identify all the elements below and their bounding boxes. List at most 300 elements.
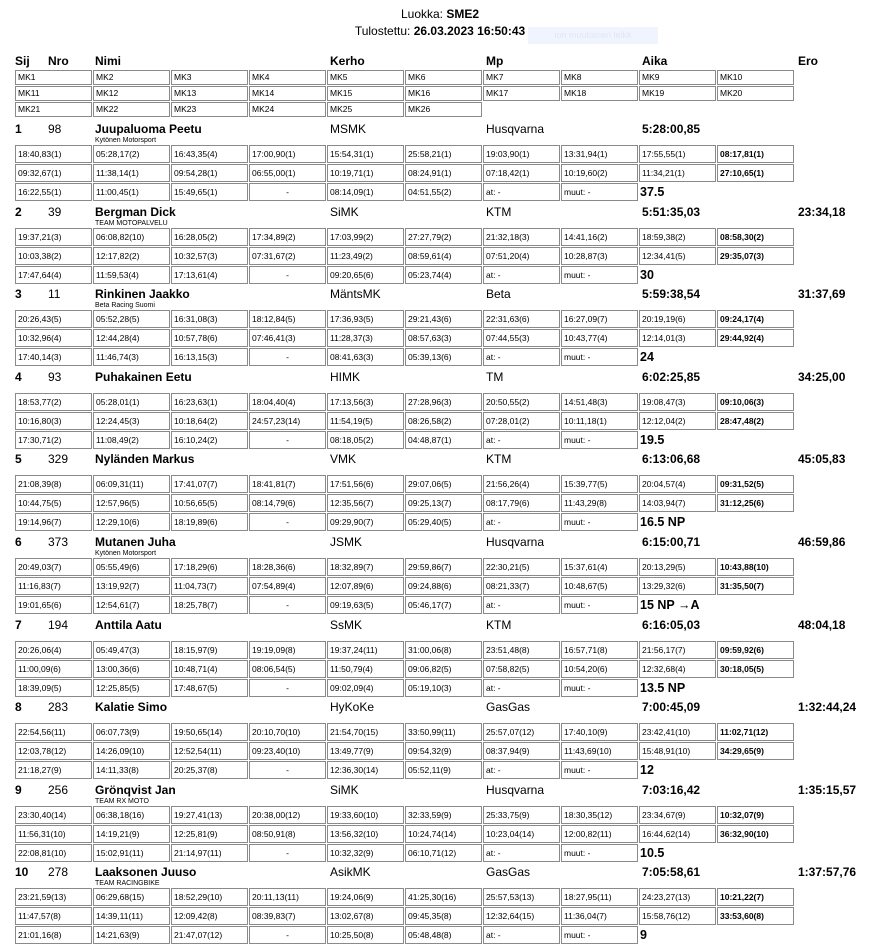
championship-points: 37.5 [640, 185, 665, 199]
stage-time-cell: 29:35,07(3) [717, 247, 794, 265]
stage-time-cell: 17:51,56(6) [327, 475, 404, 493]
stage-time-cell: 11:47,57(8) [15, 907, 92, 925]
stage-time-cell: at: - [483, 513, 560, 531]
position: 4 [15, 370, 22, 384]
stage-time-cell: at: - [483, 844, 560, 862]
stage-time-cell: 09:19,63(5) [327, 596, 404, 614]
championship-points: 10.5 [640, 846, 665, 860]
stage-time-cell: 20:19,19(6) [639, 310, 716, 328]
stage-time-cell: 18:41,81(7) [249, 475, 326, 493]
stage-time-cell: 14:03,94(7) [639, 494, 716, 512]
rider-summary [0, 451, 880, 467]
stage-time-cell: 25:57,07(12) [483, 723, 560, 741]
legend-cell: MK17 [483, 86, 560, 101]
stage-time-cell: 29:44,92(4) [717, 329, 794, 347]
result-row [0, 451, 880, 533]
stage-time-cell: 27:28,96(3) [405, 393, 482, 411]
position: 1 [15, 122, 22, 136]
stage-time-cell: 06:07,73(9) [93, 723, 170, 741]
stage-time-cell: 36:32,90(10) [717, 825, 794, 843]
stage-time-cell: 09:32,67(1) [15, 164, 92, 182]
stage-times-row [15, 679, 794, 697]
stage-time-cell: 18:15,97(9) [171, 641, 248, 659]
stage-time-cell: 07:58,82(5) [483, 660, 560, 678]
stage-time-cell: 21:08,39(8) [15, 475, 92, 493]
motorcycle: GasGas [486, 865, 531, 879]
stage-time-cell: 19:27,41(13) [171, 806, 248, 824]
rider-name: Juupaluoma Peetu [95, 122, 202, 136]
stage-time-cell: 05:19,10(3) [405, 679, 482, 697]
stage-time-cell: 20:26,06(4) [15, 641, 92, 659]
stage-time-cell: 17:55,55(1) [639, 145, 716, 163]
stage-time-cell: 17:40,14(3) [15, 348, 92, 366]
stage-time-cell: 07:46,41(3) [249, 329, 326, 347]
club: SiMK [330, 783, 359, 797]
stage-time-cell: muut: - [561, 266, 638, 284]
stage-times-row [15, 431, 794, 449]
stage-times-row [15, 641, 794, 659]
legend-cell: MK1 [15, 70, 92, 85]
stage-time-cell: 12:25,81(9) [171, 825, 248, 843]
club: HyKoKe [330, 700, 375, 714]
stage-time-cell: 19:03,90(1) [483, 145, 560, 163]
stage-times-row [15, 577, 794, 595]
legend-cell: MK19 [639, 86, 716, 101]
stage-time-cell: 08:41,63(3) [327, 348, 404, 366]
total-time: 6:16:05,03 [642, 618, 701, 632]
class-value: SME2 [446, 7, 480, 21]
stage-time-cell: 17:13,56(3) [327, 393, 404, 411]
stage-time-cell: - [249, 513, 326, 531]
team-name: TEAM MOTOPALVELU [95, 220, 168, 227]
stage-time-cell: 08:14,09(1) [327, 183, 404, 201]
stage-times-row [15, 412, 794, 430]
motorcycle: TM [486, 370, 504, 384]
stage-time-cell: 12:54,61(7) [93, 596, 170, 614]
rider-summary [0, 204, 880, 220]
stage-time-cell: 05:49,47(3) [93, 641, 170, 659]
stage-time-cell: 29:59,86(7) [405, 558, 482, 576]
stage-time-cell: 05:29,40(5) [405, 513, 482, 531]
start-number: 11 [48, 287, 61, 301]
legend-cell: MK18 [561, 86, 638, 101]
stage-time-cell: 25:57,53(13) [483, 888, 560, 906]
stage-time-cell: - [249, 266, 326, 284]
stage-time-cell: 15:39,77(5) [561, 475, 638, 493]
printed-line [0, 23, 880, 40]
championship-points: 15 NP →A [640, 598, 700, 612]
stage-time-cell: 12:24,45(3) [93, 412, 170, 430]
stage-time-cell: 09:06,82(5) [405, 660, 482, 678]
team-name: Kytönen Motorsport [95, 137, 157, 144]
stage-time-cell: at: - [483, 679, 560, 697]
total-time: 5:28:00,85 [642, 122, 701, 136]
stage-time-cell: 19:01,65(6) [15, 596, 92, 614]
stage-times-row [15, 596, 794, 614]
stage-time-cell: 23:34,67(9) [639, 806, 716, 824]
stage-time-cell: 13:29,32(6) [639, 577, 716, 595]
stage-time-cell: at: - [483, 183, 560, 201]
stage-time-cell: 22:08,81(10) [15, 844, 92, 862]
stage-time-cell: 18:04,40(4) [249, 393, 326, 411]
stage-time-cell: 07:44,55(3) [483, 329, 560, 347]
legend-cell: MK11 [15, 86, 92, 101]
stage-time-cell: 18:27,95(11) [561, 888, 638, 906]
stage-times-row [15, 310, 794, 328]
stage-time-cell: 08:37,94(9) [483, 742, 560, 760]
legend-cell: MK2 [93, 70, 170, 85]
stage-time-cell: muut: - [561, 596, 638, 614]
class-label: Luokka: [400, 7, 443, 21]
column-header-nimi: Nimi [95, 54, 122, 68]
stage-time-cell: 08:17,79(6) [483, 494, 560, 512]
stage-time-cell: 04:51,55(2) [405, 183, 482, 201]
stage-times-row [15, 145, 794, 163]
stage-time-cell: 05:52,11(9) [405, 761, 482, 779]
printed-value: 26.03.2023 16:50:43 [413, 24, 526, 38]
stage-time-cell: 10:43,77(4) [561, 329, 638, 347]
team-name: TEAM RACINGBIKE [95, 880, 160, 887]
stage-time-cell: 10:48,71(4) [171, 660, 248, 678]
stage-time-cell: 11:43,29(8) [561, 494, 638, 512]
legend-cell: MK16 [405, 86, 482, 101]
gap-to-leader: 23:34,18 [798, 205, 846, 219]
stage-time-cell: 09:10,06(3) [717, 393, 794, 411]
stage-time-cell: 08:21,33(7) [483, 577, 560, 595]
stage-times [14, 557, 795, 615]
stage-time-cell: 13:19,92(7) [93, 577, 170, 595]
result-row [0, 121, 880, 203]
rider-name: Mutanen Juha [95, 535, 176, 549]
stage-time-cell: 22:54,56(11) [15, 723, 92, 741]
stage-time-cell: 13:31,94(1) [561, 145, 638, 163]
start-number: 283 [48, 700, 69, 714]
rider-summary [0, 782, 880, 798]
stage-time-cell: 15:48,91(10) [639, 742, 716, 760]
stage-time-cell: 18:52,29(10) [171, 888, 248, 906]
stage-time-cell: 13:56,32(10) [327, 825, 404, 843]
stage-time-cell: 10:32,96(4) [15, 329, 92, 347]
stage-times-row [15, 513, 794, 531]
stage-time-cell: 09:02,09(4) [327, 679, 404, 697]
stage-times-row [15, 494, 794, 512]
stage-time-cell: 31:12,25(6) [717, 494, 794, 512]
stage-time-cell: 12:29,10(6) [93, 513, 170, 531]
stage-time-cell: - [249, 761, 326, 779]
stage-time-cell: muut: - [561, 679, 638, 697]
motorcycle: KTM [486, 618, 512, 632]
stage-times-row [15, 761, 794, 779]
rider-summary [0, 699, 880, 715]
stage-times-row [15, 228, 794, 246]
stage-time-cell: 05:28,01(1) [93, 393, 170, 411]
stage-time-cell: 11:38,14(1) [93, 164, 170, 182]
stage-time-cell: 11:50,79(4) [327, 660, 404, 678]
ghost-text: ion muutoinen leikk [528, 27, 658, 44]
stage-time-cell: muut: - [561, 513, 638, 531]
stage-time-cell: 14:51,48(3) [561, 393, 638, 411]
stage-time-cell: 20:49,03(7) [15, 558, 92, 576]
legend-cell: MK10 [717, 70, 794, 85]
stage-time-cell: 16:13,15(3) [171, 348, 248, 366]
stage-time-cell: 23:42,41(10) [639, 723, 716, 741]
stage-time-cell: 10:44,75(5) [15, 494, 92, 512]
rider-name: Bergman Dick [95, 205, 176, 219]
stage-times-row [15, 907, 794, 925]
stage-time-cell: 23:21,59(13) [15, 888, 92, 906]
stage-time-cell: 12:00,82(11) [561, 825, 638, 843]
stage-times [14, 227, 795, 285]
stage-time-cell: 11:56,31(10) [15, 825, 92, 843]
gap-to-leader: 46:59,86 [798, 535, 846, 549]
stage-time-cell: 20:13,29(5) [639, 558, 716, 576]
stage-time-cell: 30:18,05(5) [717, 660, 794, 678]
stage-times-row [15, 348, 794, 366]
stage-time-cell: 27:27,79(2) [405, 228, 482, 246]
stage-time-cell: 10:56,65(5) [171, 494, 248, 512]
stage-time-cell: muut: - [561, 844, 638, 862]
stage-time-cell: 09:24,88(6) [405, 577, 482, 595]
position: 9 [15, 783, 22, 797]
stage-time-cell: 21:56,26(4) [483, 475, 560, 493]
stage-times [14, 640, 795, 698]
stage-times-row [15, 888, 794, 906]
stage-time-cell: 10:21,22(7) [717, 888, 794, 906]
stage-time-cell: 09:54,28(1) [171, 164, 248, 182]
club: MSMK [330, 122, 366, 136]
rider-summary [0, 369, 880, 385]
stage-time-cell: 09:20,65(6) [327, 266, 404, 284]
stage-time-cell: 08:06,54(5) [249, 660, 326, 678]
stage-times-row [15, 660, 794, 678]
stage-time-cell: 29:21,43(6) [405, 310, 482, 328]
stage-time-cell: 17:18,29(6) [171, 558, 248, 576]
stage-times-row [15, 844, 794, 862]
stage-time-cell: 16:28,05(2) [171, 228, 248, 246]
stage-time-cell: 12:12,04(2) [639, 412, 716, 430]
team-name: TEAM RX MOTO [95, 798, 149, 805]
stage-time-cell: 28:47,48(2) [717, 412, 794, 430]
rider-name: Anttila Aatu [95, 618, 162, 632]
stage-time-cell: 12:52,54(11) [171, 742, 248, 760]
legend-cell: MK9 [639, 70, 716, 85]
stage-time-cell: 06:08,82(10) [93, 228, 170, 246]
club: JSMK [330, 535, 363, 549]
stage-time-cell: 08:14,79(6) [249, 494, 326, 512]
stage-time-cell: 12:03,78(12) [15, 742, 92, 760]
stage-time-cell: 05:46,17(7) [405, 596, 482, 614]
stage-time-cell: 09:54,32(9) [405, 742, 482, 760]
stage-time-cell: 10:25,50(8) [327, 926, 404, 944]
stage-time-cell: 21:01,16(8) [15, 926, 92, 944]
stage-time-cell: 08:57,63(3) [405, 329, 482, 347]
rider-name: Grönqvist Jan [95, 783, 176, 797]
stage-time-cell: 19:14,96(7) [15, 513, 92, 531]
result-row [0, 204, 880, 286]
stage-time-cell: 21:47,07(12) [171, 926, 248, 944]
stage-time-cell: - [249, 844, 326, 862]
stage-time-cell: 09:24,17(4) [717, 310, 794, 328]
stage-legend [14, 69, 795, 118]
result-row [0, 617, 880, 699]
stage-times [14, 887, 795, 945]
start-number: 93 [48, 370, 62, 384]
column-header-sij: Sij [15, 54, 30, 68]
stage-time-cell: 05:48,48(8) [405, 926, 482, 944]
stage-time-cell: 10:23,04(14) [483, 825, 560, 843]
stage-time-cell: 21:14,97(11) [171, 844, 248, 862]
position: 7 [15, 618, 22, 632]
legend-cell: MK6 [405, 70, 482, 85]
stage-time-cell: 16:22,55(1) [15, 183, 92, 201]
stage-time-cell: 11:23,49(2) [327, 247, 404, 265]
stage-time-cell: 12:34,41(5) [639, 247, 716, 265]
stage-time-cell: 18:40,83(1) [15, 145, 92, 163]
total-time: 7:03:16,42 [642, 783, 701, 797]
result-row [0, 369, 880, 451]
stage-time-cell: 12:32,64(15) [483, 907, 560, 925]
legend-empty-cell [639, 102, 716, 117]
stage-time-cell: 10:54,20(6) [561, 660, 638, 678]
stage-time-cell: at: - [483, 596, 560, 614]
stage-time-cell: 10:19,71(1) [327, 164, 404, 182]
legend-cell: MK7 [483, 70, 560, 85]
stage-time-cell: 20:50,55(2) [483, 393, 560, 411]
stage-time-cell: 08:50,91(8) [249, 825, 326, 843]
motorcycle: GasGas [486, 700, 531, 714]
legend-cell: MK26 [405, 102, 482, 117]
stage-time-cell: 07:54,89(4) [249, 577, 326, 595]
rider-summary [0, 864, 880, 880]
stage-time-cell: 05:39,13(6) [405, 348, 482, 366]
stage-time-cell: 10:28,87(3) [561, 247, 638, 265]
stage-time-cell: 07:28,01(2) [483, 412, 560, 430]
legend-cell: MK13 [171, 86, 248, 101]
stage-time-cell: 11:02,71(12) [717, 723, 794, 741]
stage-times-row [15, 558, 794, 576]
stage-times-row [15, 183, 794, 201]
stage-times-row [15, 247, 794, 265]
stage-time-cell: 19:33,60(10) [327, 806, 404, 824]
stage-time-cell: at: - [483, 431, 560, 449]
stage-time-cell: - [249, 679, 326, 697]
stage-time-cell: 14:19,21(9) [93, 825, 170, 843]
stage-time-cell: 21:56,17(7) [639, 641, 716, 659]
stage-time-cell: 10:19,60(2) [561, 164, 638, 182]
stage-time-cell: 09:29,90(7) [327, 513, 404, 531]
stage-time-cell: 33:50,99(11) [405, 723, 482, 741]
stage-time-cell: 04:48,87(1) [405, 431, 482, 449]
stage-time-cell: 11:04,73(7) [171, 577, 248, 595]
stage-time-cell: 15:54,31(1) [327, 145, 404, 163]
stage-times [14, 805, 795, 863]
stage-time-cell: 41:25,30(16) [405, 888, 482, 906]
rider-summary [0, 121, 880, 137]
result-row [0, 782, 880, 864]
stage-time-cell: 13:49,77(9) [327, 742, 404, 760]
stage-time-cell: 15:37,61(4) [561, 558, 638, 576]
stage-time-cell: 10:57,78(6) [171, 329, 248, 347]
stage-time-cell: 16:57,71(8) [561, 641, 638, 659]
total-time: 6:15:00,71 [642, 535, 701, 549]
stage-times [14, 144, 795, 202]
club: MäntsMK [330, 287, 381, 301]
legend-row [15, 70, 794, 85]
position: 2 [15, 205, 22, 219]
stage-times [14, 722, 795, 780]
stage-time-cell: 12:14,01(3) [639, 329, 716, 347]
stage-time-cell: - [249, 926, 326, 944]
stage-time-cell: 21:32,18(3) [483, 228, 560, 246]
position: 6 [15, 535, 22, 549]
legend-cell: MK20 [717, 86, 794, 101]
stage-time-cell: 11:43,69(10) [561, 742, 638, 760]
stage-time-cell: 06:38,18(16) [93, 806, 170, 824]
stage-time-cell: 08:39,83(7) [249, 907, 326, 925]
start-number: 278 [48, 865, 69, 879]
stage-time-cell: at: - [483, 926, 560, 944]
stage-time-cell: muut: - [561, 183, 638, 201]
gap-to-leader: 1:37:57,76 [798, 865, 857, 879]
stage-time-cell: 17:00,90(1) [249, 145, 326, 163]
legend-cell: MK14 [249, 86, 326, 101]
stage-time-cell: 14:11,33(8) [93, 761, 170, 779]
stage-time-cell: 11:54,19(5) [327, 412, 404, 430]
stage-times [14, 474, 795, 532]
stage-time-cell: 12:09,42(8) [171, 907, 248, 925]
legend-row [15, 102, 794, 117]
stage-time-cell: 25:58,21(1) [405, 145, 482, 163]
stage-time-cell: 10:43,88(10) [717, 558, 794, 576]
stage-time-cell: - [249, 348, 326, 366]
stage-time-cell: 14:41,16(2) [561, 228, 638, 246]
rider-summary [0, 534, 880, 550]
stage-times-row [15, 825, 794, 843]
stage-time-cell: 06:10,71(12) [405, 844, 482, 862]
legend-cell: MK8 [561, 70, 638, 85]
stage-time-cell: 18:53,77(2) [15, 393, 92, 411]
position: 5 [15, 452, 22, 466]
stage-time-cell: 13:02,67(8) [327, 907, 404, 925]
stage-times-row [15, 742, 794, 760]
stage-time-cell: 05:23,74(4) [405, 266, 482, 284]
legend-cell: MK12 [93, 86, 170, 101]
start-number: 98 [48, 122, 62, 136]
stage-time-cell: 11:16,83(7) [15, 577, 92, 595]
stage-time-cell: 11:08,49(2) [93, 431, 170, 449]
stage-time-cell: 34:29,65(9) [717, 742, 794, 760]
result-row [0, 534, 880, 616]
stage-time-cell: 15:49,65(1) [171, 183, 248, 201]
stage-time-cell: 06:09,31(11) [93, 475, 170, 493]
legend-cell: MK22 [93, 102, 170, 117]
stage-time-cell: at: - [483, 761, 560, 779]
total-time: 5:51:35,03 [642, 205, 701, 219]
stage-time-cell: muut: - [561, 761, 638, 779]
legend-cell: MK24 [249, 102, 326, 117]
stage-time-cell: 24:23,27(13) [639, 888, 716, 906]
stage-time-cell: 16:43,35(4) [171, 145, 248, 163]
club: AsikMK [330, 865, 371, 879]
stage-time-cell: 10:03,38(2) [15, 247, 92, 265]
stage-time-cell: 12:36,30(14) [327, 761, 404, 779]
motorcycle: KTM [486, 205, 512, 219]
stage-times-row [15, 164, 794, 182]
stage-time-cell: 10:48,67(5) [561, 577, 638, 595]
gap-to-leader: 31:37,69 [798, 287, 846, 301]
stage-time-cell: 22:30,21(5) [483, 558, 560, 576]
gap-to-leader: 1:35:15,57 [798, 783, 857, 797]
